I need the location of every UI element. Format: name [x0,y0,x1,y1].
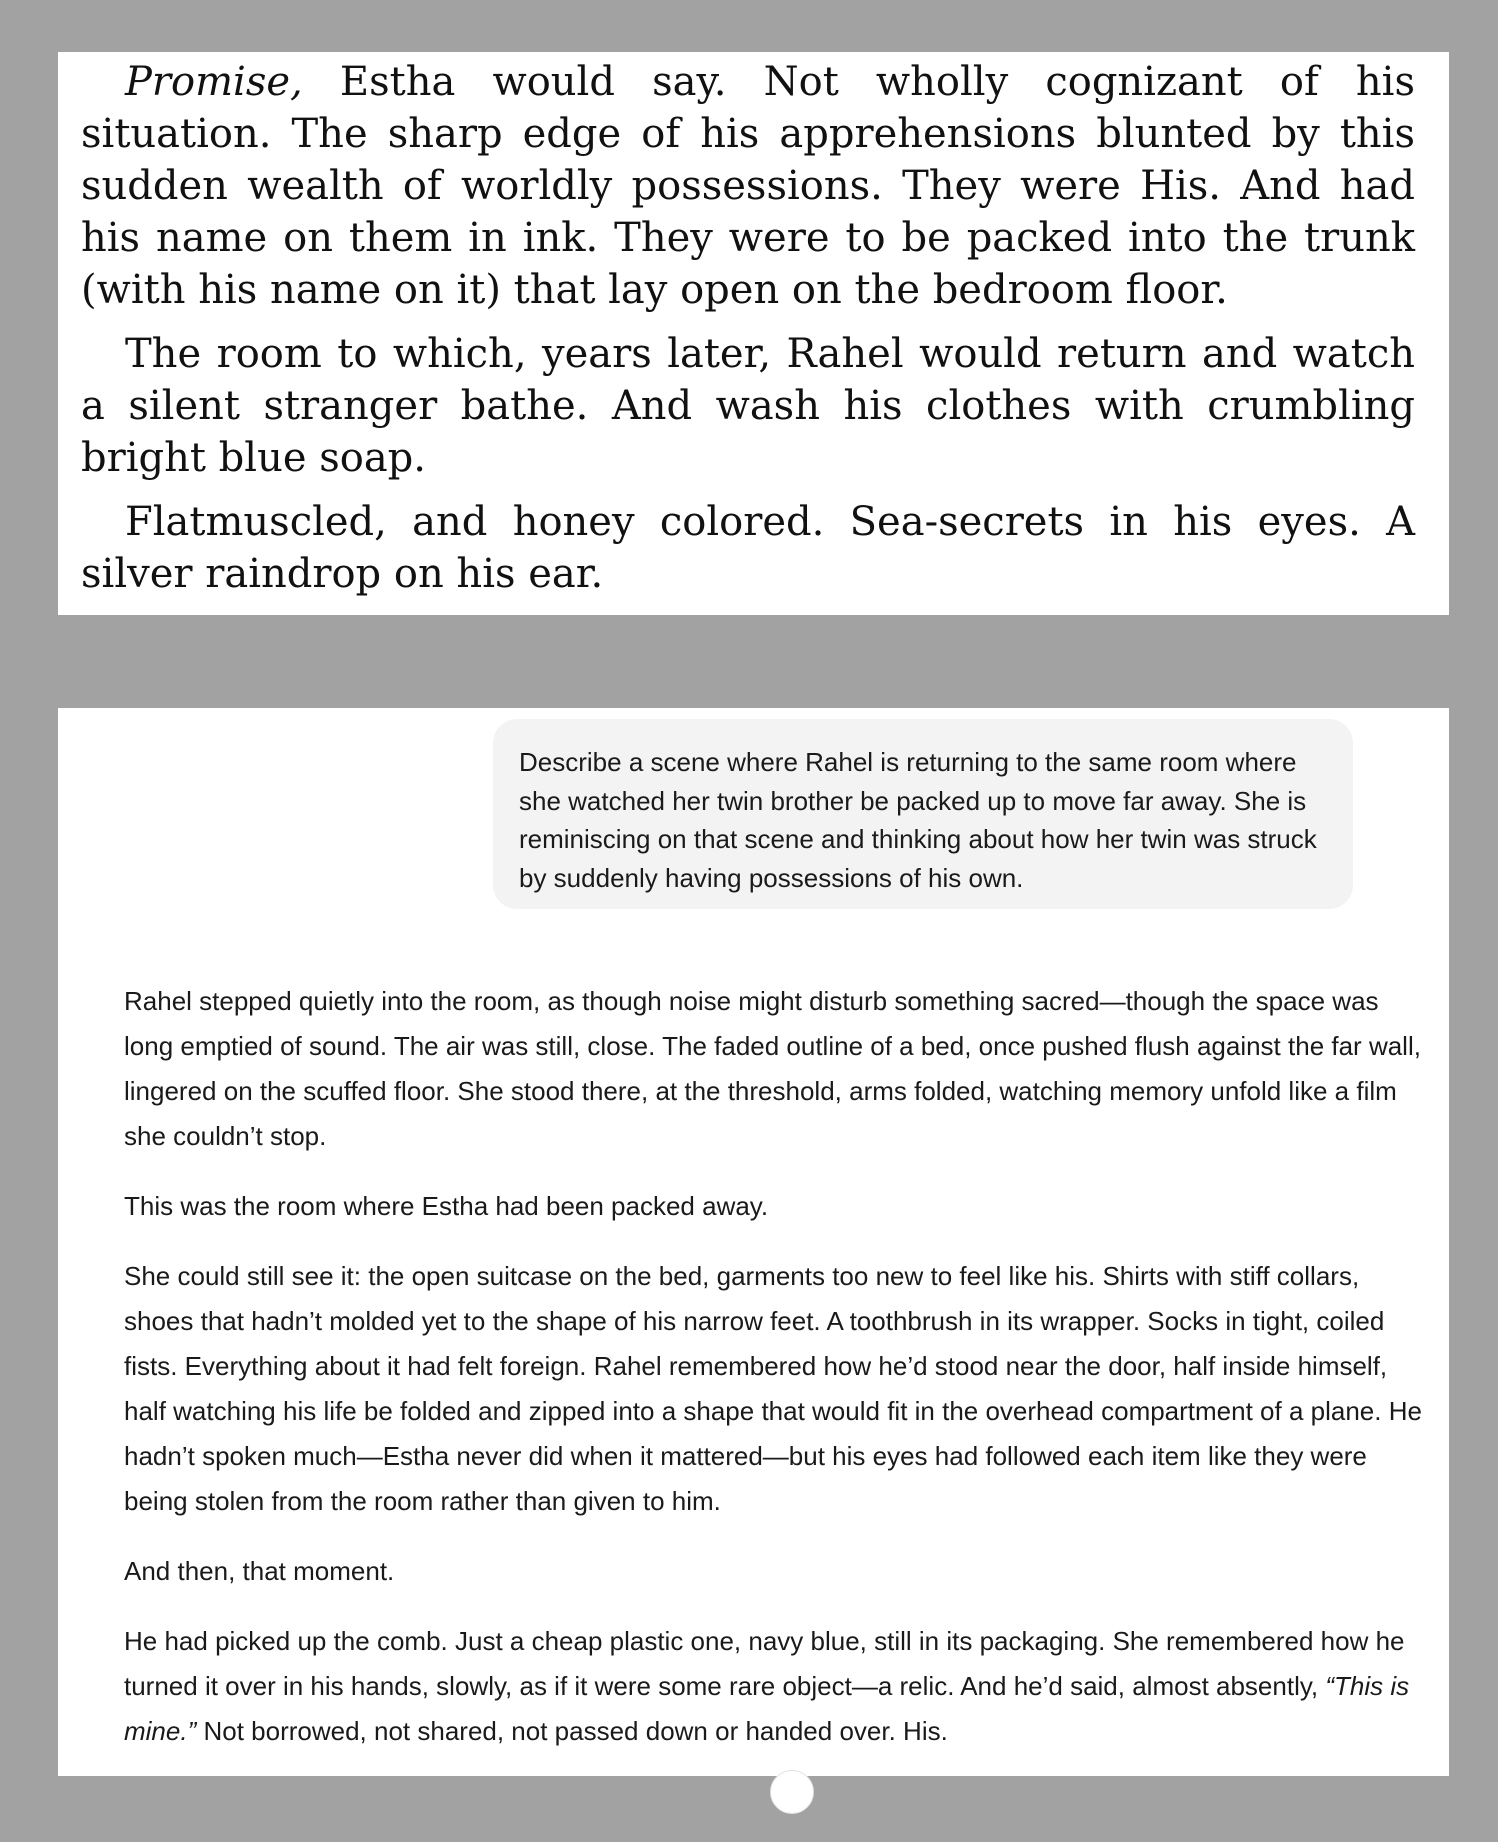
response-paragraph-5-text: He had picked up the comb. Just a cheap plastic one, navy blue, still in its packaging. She remembered how he turned it over in his hands, slowly, as if it were some rare object—a relic. And he’d said, almost absently, [124,1626,1405,1701]
user-message-text: Describe a scene where Rahel is returning to the same room where she watched her twin brother be packed up to move far away. She is reminiscing on that scene and thinking about how her twin was struck by suddenly having possessions of his own. [519,747,1317,893]
response-paragraph-5 [124,1619,1424,1754]
scroll-to-bottom-button[interactable] [770,1770,814,1814]
book-paragraph-2 [81,328,1415,484]
response-paragraph-5-ending: Not borrowed, not shared, not passed down or handed over. His. [196,1716,948,1746]
chat-conversation-panel [58,708,1449,1776]
book-paragraph-3 [81,496,1415,600]
book-paragraph-1-text: Estha would say. Not wholly cognizant of his situation. The sharp edge of his apprehensions blunted by this sudden wealth of worldly possessions. They were His. And had his name on them in ink. They were to be packed into the trunk (with his name on it) that lay open on the bedroom floor. [81,59,1415,313]
book-paragraph-1 [81,56,1415,316]
book-paragraph-3-text: Flatmuscled, and honey colored. Sea-secrets in his eyes. A silver raindrop on his ear. [81,499,1415,597]
book-excerpt-panel [58,52,1449,615]
assistant-response [124,979,1424,1779]
response-paragraph-3: She could still see it: the open suitcase on the bed, garments too new to feel like his. Shirts with stiff collars, shoes that hadn’t molded yet to the shape of his narrow feet. A toothbrush in its wrapper. Socks in tight, coiled fists. Everything about it had felt foreign. Rahel remembered how he’d stood near the door, half inside himself, half watching his life be folded and zipped into a shape that would fit in the overhead compartment of a plane. He hadn’t spoken much—Estha never did when it mattered—but his eyes had followed each item like they were being stolen from the room rather than given to him. [124,1261,1422,1516]
response-quote: “This is mine.” [124,1671,1410,1746]
response-paragraph-2: This was the room where Estha had been packed away. [124,1191,769,1221]
response-paragraph-1: Rahel stepped quietly into the room, as though noise might disturb something sacred—though the space was long emptied of sound. The air was still, close. The faded outline of a bed, once pushed flush against the far wall, lingered on the scuffed floor. She stood there, at the threshold, arms folded, watching memory unfold like a film she couldn’t stop. [124,986,1421,1151]
book-paragraph-1-italic-lead: Promise, [125,59,303,105]
response-paragraph-4: And then, that moment. [124,1556,395,1586]
book-paragraph-2-text: The room to which, years later, Rahel would return and watch a silent stranger bathe. And wash his clothes with crumbling bright blue soap. [81,331,1415,481]
user-message-bubble [493,719,1353,909]
